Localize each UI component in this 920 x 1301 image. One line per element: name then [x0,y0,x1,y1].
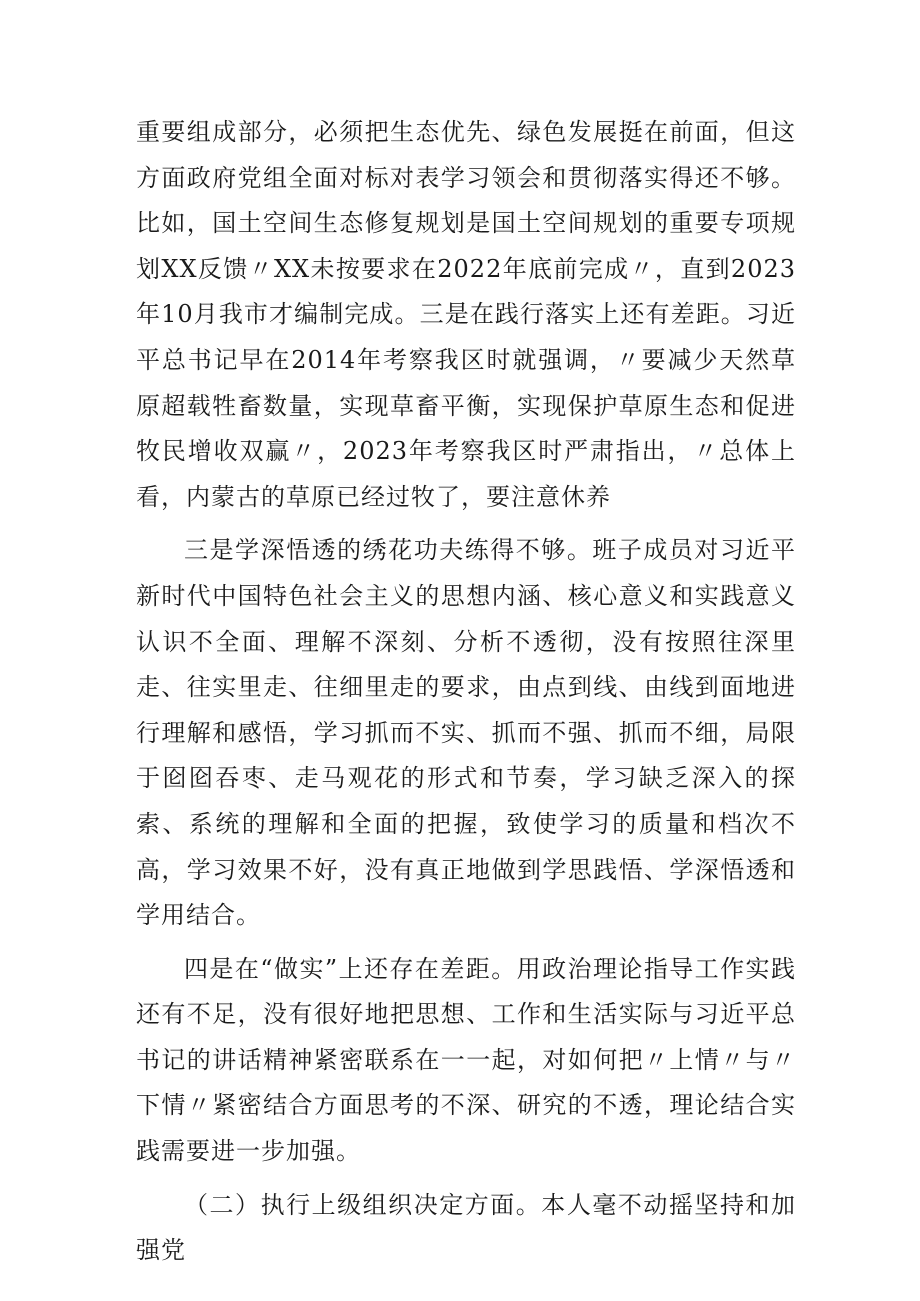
paragraph-point-four: 四是在“做实”上还存在差距。用政治理论指导工作实践还有不足，没有很好地把思想、工作和生活实际与习近平总书记的讲话精神紧密联系在一一起，对如何把〃上情〃与〃下情〃紧密结合方面思考的不深、研究的不透，理论结合实践需要进一步加强。 [136,954,796,1166]
paragraph-point-three: 三是学深悟透的绣花功夫练得不够。班子成员对习近平新时代中国特色社会主义的思想内涵、核心意义和实践意义认识不全面、理解不深刻、分析不透彻，没有按照往深里走、往实里走、往细里走的要求，由点到线、由线到面地进行理解和感悟，学习抓而不实、抓而不强、抓而不细，局限于囵囵吞枣、走马观花的形式和节奏，学习缺乏深入的探索、系统的理解和全面的把握，致使学习的质量和档次不高，学习效果不好，没有真正地做到学思践悟、学深悟透和学用结合。 [136,536,796,930]
paragraph-continued: 重要组成部分，必须把生态优先、绿色发展挺在前面，但这方面政府党组全面对标对表学习领会和贯彻落实得还不够。比如，国土空间生态修复规划是国土空间规划的重要专项规划XX反馈〃XX未按要求在2022年底前完成〃，直到2023年10月我市才编制完成。三是在践行落实上还有差距。习近平总书记早在2014年考察我区时就强调，〃要减少天然草原超载牲畜数量，实现草畜平衡，实现保护草原生态和促进牧民增收双赢〃，2023年考察我区时严肃指出，〃总体上看，内蒙古的草原已经过牧了，要注意休养 [136,118,796,511]
paragraph-section-two: （二）执行上级组织决定方面。本人毫不动摇坚持和加强党 [136,1190,796,1265]
document-body [136,110,796,1274]
